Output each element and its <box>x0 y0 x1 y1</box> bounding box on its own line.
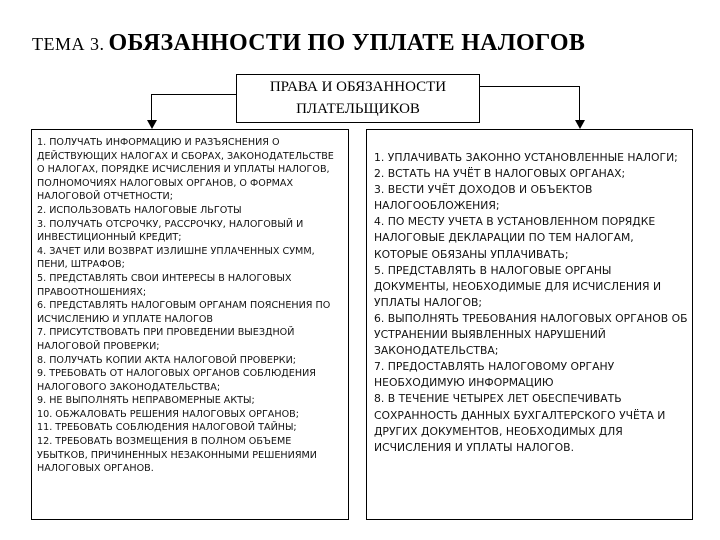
rights-item: 8. ПОЛУЧАТЬ КОПИИ АКТА НАЛОГОВОЙ ПРОВЕРКИ; <box>37 354 296 366</box>
title-prefix: ТЕМА 3. <box>32 34 105 54</box>
header-line-2: ПЛАТЕЛЬЩИКОВ <box>296 101 420 117</box>
rights-item: 4. ЗАЧЕТ ИЛИ ВОЗВРАТ ИЗЛИШНЕ УПЛАЧЕННЫХ СУММ, ПЕНИ, ШТРАФОВ; <box>37 245 315 271</box>
rights-item: 9. ТРЕБОВАТЬ ОТ НАЛОГОВЫХ ОРГАНОВ СОБЛЮДЕНИЯ НАЛОГОВОГО ЗАКОНОДАТЕЛЬСТВА; <box>37 368 316 393</box>
connector-right-horizontal <box>480 86 580 87</box>
connector-right-vertical <box>579 86 580 121</box>
obligations-item: 7. ПРЕДОСТАВЛЯТЬ НАЛОГОВОМУ ОРГАНУ НЕОБХОДИМУЮ ИНФОРМАЦИЮ <box>374 360 615 390</box>
arrow-down-left-icon <box>147 120 157 129</box>
rights-item: 1. ПОЛУЧАТЬ ИНФОРМАЦИЮ И РАЗЪЯСНЕНИЯ О ДЕЙСТВУЮЩИХ НАЛОГАХ И СБОРАХ, ЗАКОНОДАТЕЛЬСТВЕ О НАЛОГАХ, ПОРЯДКЕ ИСЧИСЛЕНИЯ И УПЛАТЫ НАЛОГОВ, ПОЛНОМОЧИЯХ НАЛОГОВЫХ ОРГАНОВ, О ФОРМАХ НАЛОГОВОЙ ОТЧЕТНОСТИ; <box>37 137 334 203</box>
rights-item: 10. ОБЖАЛОВАТЬ РЕШЕНИЯ НАЛОГОВЫХ ОРГАНОВ; <box>37 408 299 420</box>
rights-item: 12. ТРЕБОВАТЬ ВОЗМЕЩЕНИЯ В ПОЛНОМ ОБЪЕМЕ УБЫТКОВ, ПРИЧИНЕННЫХ НЕЗАКОННЫМИ РЕШЕНИЯМИ НАЛОГОВЫХ ОРГАНОВ. <box>37 436 317 475</box>
header-box <box>236 74 480 123</box>
rights-item: 5. ПРЕДСТАВЛЯТЬ СВОИ ИНТЕРЕСЫ В НАЛОГОВЫХ ПРАВООТНОШЕНИЯХ; <box>37 272 292 298</box>
rights-item: 6. ПРЕДСТАВЛЯТЬ НАЛОГОВЫМ ОРГАНАМ ПОЯСНЕНИЯ ПО ИСЧИСЛЕНИЮ И УПЛАТЕ НАЛОГОВ <box>37 300 331 325</box>
obligations-item: 1. УПЛАЧИВАТЬ ЗАКОННО УСТАНОВЛЕННЫЕ НАЛОГИ; <box>374 151 678 164</box>
obligations-item: 5. ПРЕДСТАВЛЯТЬ В НАЛОГОВЫЕ ОРГАНЫ ДОКУМЕНТЫ, НЕОБХОДИМЫЕ ДЛЯ ИСЧИСЛЕНИЯ И УПЛАТЫ НАЛОГОВ; <box>374 263 662 309</box>
obligations-item: 2. ВСТАТЬ НА УЧЁТ В НАЛОГОВЫХ ОРГАНАХ; <box>374 167 626 181</box>
title-main: ОБЯЗАННОСТИ ПО УПЛАТЕ НАЛОГОВ <box>108 30 586 56</box>
arrow-down-right-icon <box>575 120 585 129</box>
rights-item: 7. ПРИСУТСТВОВАТЬ ПРИ ПРОВЕДЕНИИ ВЫЕЗДНОЙ НАЛОГОВОЙ ПРОВЕРКИ; <box>37 327 295 352</box>
rights-box <box>31 129 349 520</box>
obligations-item: 4. ПО МЕСТУ УЧЕТА В УСТАНОВЛЕННОМ ПОРЯДКЕ НАЛОГОВЫЕ ДЕКЛАРАЦИИ ПО ТЕМ НАЛОГАМ, КОТОРЫЕ ОБЯЗАНЫ УПЛАЧИВАТЬ; <box>374 215 656 261</box>
obligations-item: 6. ВЫПОЛНЯТЬ ТРЕБОВАНИЯ НАЛОГОВЫХ ОРГАНОВ ОБ УСТРАНЕНИИ ВЫЯВЛЕННЫХ НАРУШЕНИЙ ЗАКОНОДАТЕЛЬСТВА; <box>374 311 688 358</box>
obligations-item: 8. В ТЕЧЕНИЕ ЧЕТЫРЕХ ЛЕТ ОБЕСПЕЧИВАТЬ СОХРАННОСТЬ ДАННЫХ БУХГАЛТЕРСКОГО УЧЁТА И ДРУГИХ ДОКУМЕНТОВ, НЕОБХОДИМЫХ ДЛЯ ИСЧИСЛЕНИЯ И УПЛАТЫ НАЛОГОВ. <box>374 392 666 454</box>
rights-item: 3. ПОЛУЧАТЬ ОТСРОЧКУ, РАССРОЧКУ, НАЛОГОВЫЙ И ИНВЕСТИЦИОННЫЙ КРЕДИТ; <box>37 218 304 244</box>
rights-item: 9. НЕ ВЫПОЛНЯТЬ НЕПРАВОМЕРНЫЕ АКТЫ; <box>37 395 255 407</box>
obligations-box <box>366 129 693 520</box>
connector-left-horizontal <box>151 94 236 95</box>
page-title <box>32 30 585 57</box>
header-line-1: ПРАВА И ОБЯЗАННОСТИ <box>269 79 447 95</box>
connector-left-vertical <box>151 94 152 121</box>
rights-item: 2. ИСПОЛЬЗОВАТЬ НАЛОГОВЫЕ ЛЬГОТЫ <box>37 204 242 216</box>
rights-item: 11. ТРЕБОВАТЬ СОБЛЮДЕНИЯ НАЛОГОВОЙ ТАЙНЫ; <box>37 422 297 434</box>
obligations-item: 3. ВЕСТИ УЧЁТ ДОХОДОВ И ОБЪЕКТОВ НАЛОГООБЛОЖЕНИЯ; <box>374 183 593 213</box>
